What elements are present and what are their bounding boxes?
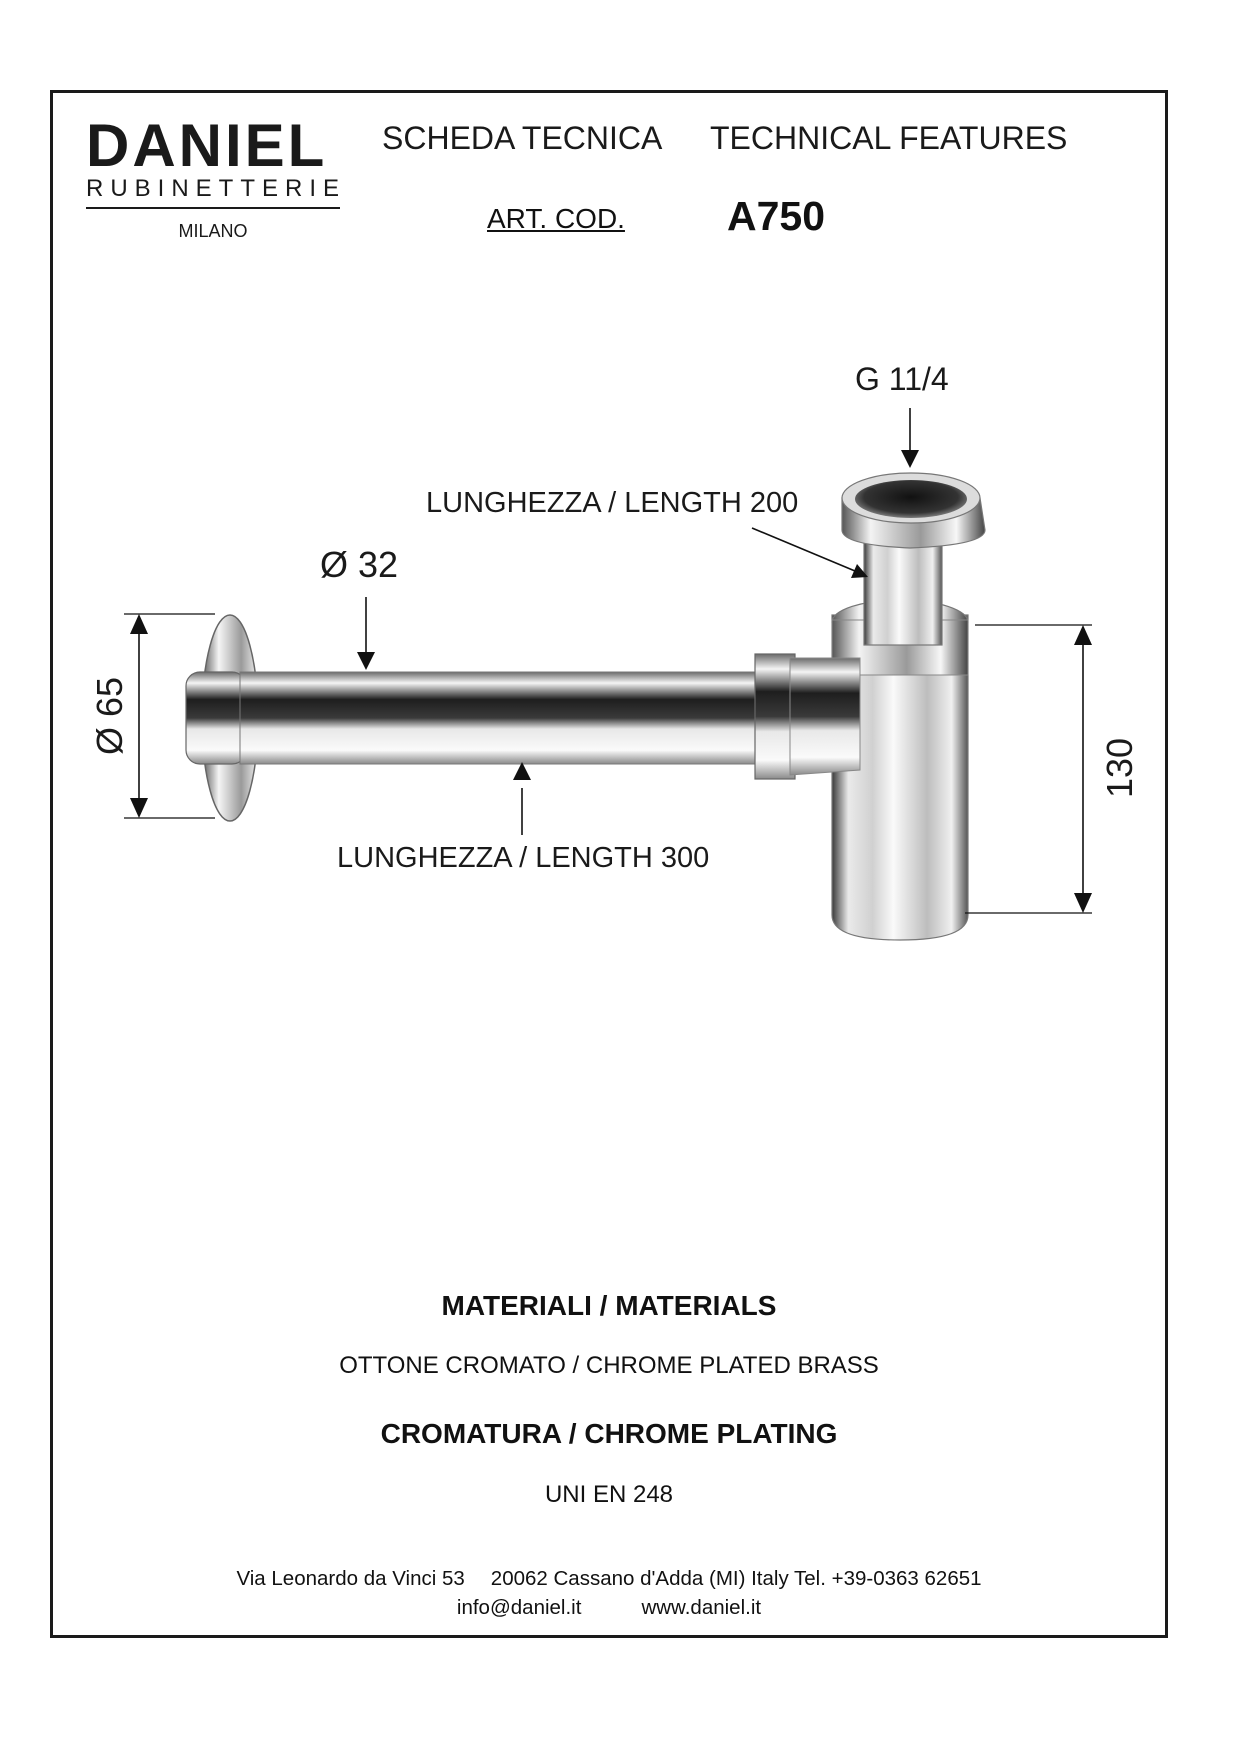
dimension-diameter-32: Ø 32 bbox=[320, 544, 399, 585]
footer-city: 20062 Cassano d'Adda (MI) Italy Tel. +39-0363 62651 bbox=[490, 1567, 982, 1590]
dimension-length-300: LUNGHEZZA / LENGTH 300 bbox=[337, 842, 710, 874]
article-code-label: ART. COD. bbox=[487, 203, 625, 234]
logo-city: MILANO bbox=[178, 221, 248, 241]
horizontal-pipe bbox=[240, 672, 760, 764]
footer-contacts bbox=[50, 1596, 1168, 1620]
plating-heading: CROMATURA / CHROME PLATING bbox=[380, 1418, 838, 1449]
article-code-number: A750 bbox=[727, 193, 826, 239]
dimension-thread: G 11/4 bbox=[855, 361, 949, 397]
flange-collar bbox=[186, 672, 246, 764]
plating-value: UNI EN 248 bbox=[544, 1481, 674, 1508]
dimension-length-200: LUNGHEZZA / LENGTH 200 bbox=[426, 487, 799, 519]
title-italian: SCHEDA TECNICA bbox=[382, 120, 663, 156]
title-english: TECHNICAL FEATURES bbox=[710, 120, 1068, 156]
footer-email[interactable]: info@daniel.it bbox=[456, 1596, 582, 1619]
footer-address bbox=[50, 1567, 1168, 1591]
dimension-height-130: 130 bbox=[1099, 737, 1140, 799]
logo-name: DANIEL bbox=[86, 112, 328, 179]
footer-street: Via Leonardo da Vinci 53 bbox=[236, 1567, 465, 1590]
materials-heading: MATERIALI / MATERIALS bbox=[441, 1290, 777, 1321]
materials-value: OTTONE CROMATO / CHROME PLATED BRASS bbox=[339, 1352, 879, 1379]
logo-subtitle: RUBINETTERIE bbox=[86, 176, 340, 209]
footer-website[interactable]: www.daniel.it bbox=[641, 1596, 762, 1619]
dimension-diameter-65: Ø 65 bbox=[89, 676, 130, 756]
pipe-nut bbox=[755, 654, 795, 779]
